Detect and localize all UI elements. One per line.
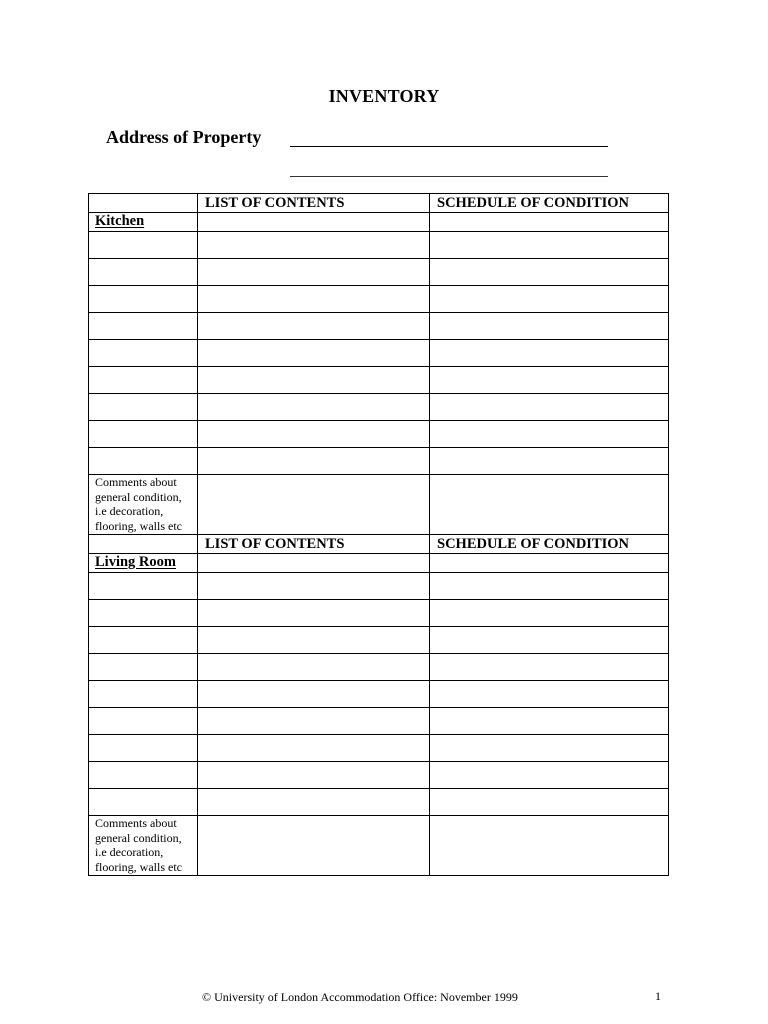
entry-cell[interactable] <box>430 762 669 789</box>
table-row <box>89 421 669 448</box>
entry-cell[interactable] <box>89 600 198 627</box>
comments-row <box>89 475 669 535</box>
entry-cell[interactable] <box>198 654 430 681</box>
room-label-cell <box>89 554 198 573</box>
comments-entry-cell[interactable] <box>198 475 430 535</box>
entry-cell[interactable] <box>198 448 430 475</box>
entry-cell[interactable] <box>430 313 669 340</box>
entry-cell[interactable] <box>430 654 669 681</box>
entry-cell[interactable] <box>89 573 198 600</box>
room-label-row <box>89 554 669 573</box>
entry-cell[interactable] <box>430 600 669 627</box>
entry-cell[interactable] <box>430 789 669 816</box>
table-header-row <box>89 194 669 213</box>
table-header-row <box>89 535 669 554</box>
comments-row <box>89 816 669 876</box>
entry-cell[interactable] <box>89 394 198 421</box>
entry-cell[interactable] <box>89 627 198 654</box>
table-row <box>89 627 669 654</box>
entry-cell[interactable] <box>198 600 430 627</box>
comments-label-cell <box>89 475 198 535</box>
table-row <box>89 313 669 340</box>
table-row <box>89 232 669 259</box>
entry-cell[interactable] <box>198 554 430 573</box>
table-row <box>89 708 669 735</box>
comments-label-line: i.e decoration, <box>95 504 164 518</box>
entry-cell[interactable] <box>198 232 430 259</box>
entry-cell[interactable] <box>430 448 669 475</box>
entry-cell[interactable] <box>198 340 430 367</box>
table-row <box>89 394 669 421</box>
list-of-contents-header: LIST OF CONTENTS <box>198 535 430 554</box>
entry-cell[interactable] <box>430 367 669 394</box>
table-row <box>89 600 669 627</box>
entry-cell[interactable] <box>198 789 430 816</box>
comments-label-line: general condition, <box>95 830 182 845</box>
entry-cell[interactable] <box>89 286 198 313</box>
inventory-table <box>88 193 669 876</box>
comments-label-line: general condition, <box>95 489 182 504</box>
table-row <box>89 573 669 600</box>
schedule-of-condition-header: SCHEDULE OF CONDITION <box>430 194 669 213</box>
entry-cell[interactable] <box>89 654 198 681</box>
entry-cell[interactable] <box>89 232 198 259</box>
address-line-1[interactable] <box>290 146 608 147</box>
entry-cell[interactable] <box>89 789 198 816</box>
entry-cell[interactable] <box>89 313 198 340</box>
room-label-cell <box>89 213 198 232</box>
entry-cell[interactable] <box>89 259 198 286</box>
entry-cell[interactable] <box>198 627 430 654</box>
header-cell-blank <box>89 535 198 554</box>
entry-cell[interactable] <box>198 762 430 789</box>
table-row <box>89 259 669 286</box>
table-row <box>89 367 669 394</box>
comments-entry-cell[interactable] <box>430 816 669 876</box>
entry-cell[interactable] <box>430 340 669 367</box>
entry-cell[interactable] <box>430 681 669 708</box>
table-row <box>89 340 669 367</box>
room-label-row <box>89 213 669 232</box>
comments-entry-cell[interactable] <box>198 816 430 876</box>
entry-cell[interactable] <box>430 286 669 313</box>
header-cell-blank <box>89 194 198 213</box>
entry-cell[interactable] <box>198 259 430 286</box>
entry-cell[interactable] <box>89 367 198 394</box>
comments-label-line: flooring, walls etc <box>95 859 182 874</box>
table-row <box>89 735 669 762</box>
entry-cell[interactable] <box>89 421 198 448</box>
table-row <box>89 681 669 708</box>
entry-cell[interactable] <box>198 394 430 421</box>
inventory-title: INVENTORY <box>328 86 440 106</box>
table-row <box>89 762 669 789</box>
schedule-of-condition-header: SCHEDULE OF CONDITION <box>430 535 669 554</box>
entry-cell[interactable] <box>89 708 198 735</box>
entry-cell[interactable] <box>430 708 669 735</box>
entry-cell[interactable] <box>89 735 198 762</box>
address-line-2[interactable] <box>290 176 608 177</box>
table-row <box>89 789 669 816</box>
comments-entry-cell[interactable] <box>430 475 669 535</box>
entry-cell[interactable] <box>430 259 669 286</box>
entry-cell[interactable] <box>198 735 430 762</box>
entry-cell[interactable] <box>198 421 430 448</box>
list-of-contents-header: LIST OF CONTENTS <box>198 194 430 213</box>
entry-cell[interactable] <box>430 627 669 654</box>
entry-cell[interactable] <box>89 340 198 367</box>
room-name: Kitchen <box>95 213 145 229</box>
entry-cell[interactable] <box>89 681 198 708</box>
comments-label-line: flooring, walls etc <box>95 518 182 533</box>
entry-cell[interactable] <box>198 573 430 600</box>
entry-cell[interactable] <box>430 394 669 421</box>
table-row <box>89 654 669 681</box>
comments-label-line: Comments about <box>95 816 177 830</box>
inventory-table-body <box>89 194 669 876</box>
entry-cell[interactable] <box>89 762 198 789</box>
entry-cell[interactable] <box>89 448 198 475</box>
entry-cell[interactable] <box>430 421 669 448</box>
entry-cell[interactable] <box>198 367 430 394</box>
entry-cell[interactable] <box>198 708 430 735</box>
entry-cell[interactable] <box>430 232 669 259</box>
entry-cell[interactable] <box>198 313 430 340</box>
entry-cell[interactable] <box>198 213 430 232</box>
comments-label-line: Comments about <box>95 475 177 489</box>
comments-label-line: i.e decoration, <box>95 845 164 859</box>
comments-label-cell <box>89 816 198 876</box>
entry-cell[interactable] <box>430 573 669 600</box>
room-name: Living Room <box>95 554 176 570</box>
address-label: Address of Property <box>106 127 262 147</box>
footer-copyright: © University of London Accommodation Office: November 1999 <box>202 990 518 1004</box>
entry-cell[interactable] <box>198 286 430 313</box>
table-row <box>89 286 669 313</box>
entry-cell[interactable] <box>430 554 669 573</box>
entry-cell[interactable] <box>430 735 669 762</box>
entry-cell[interactable] <box>430 213 669 232</box>
page-number: 1 <box>655 989 661 1003</box>
entry-cell[interactable] <box>198 681 430 708</box>
table-row <box>89 448 669 475</box>
